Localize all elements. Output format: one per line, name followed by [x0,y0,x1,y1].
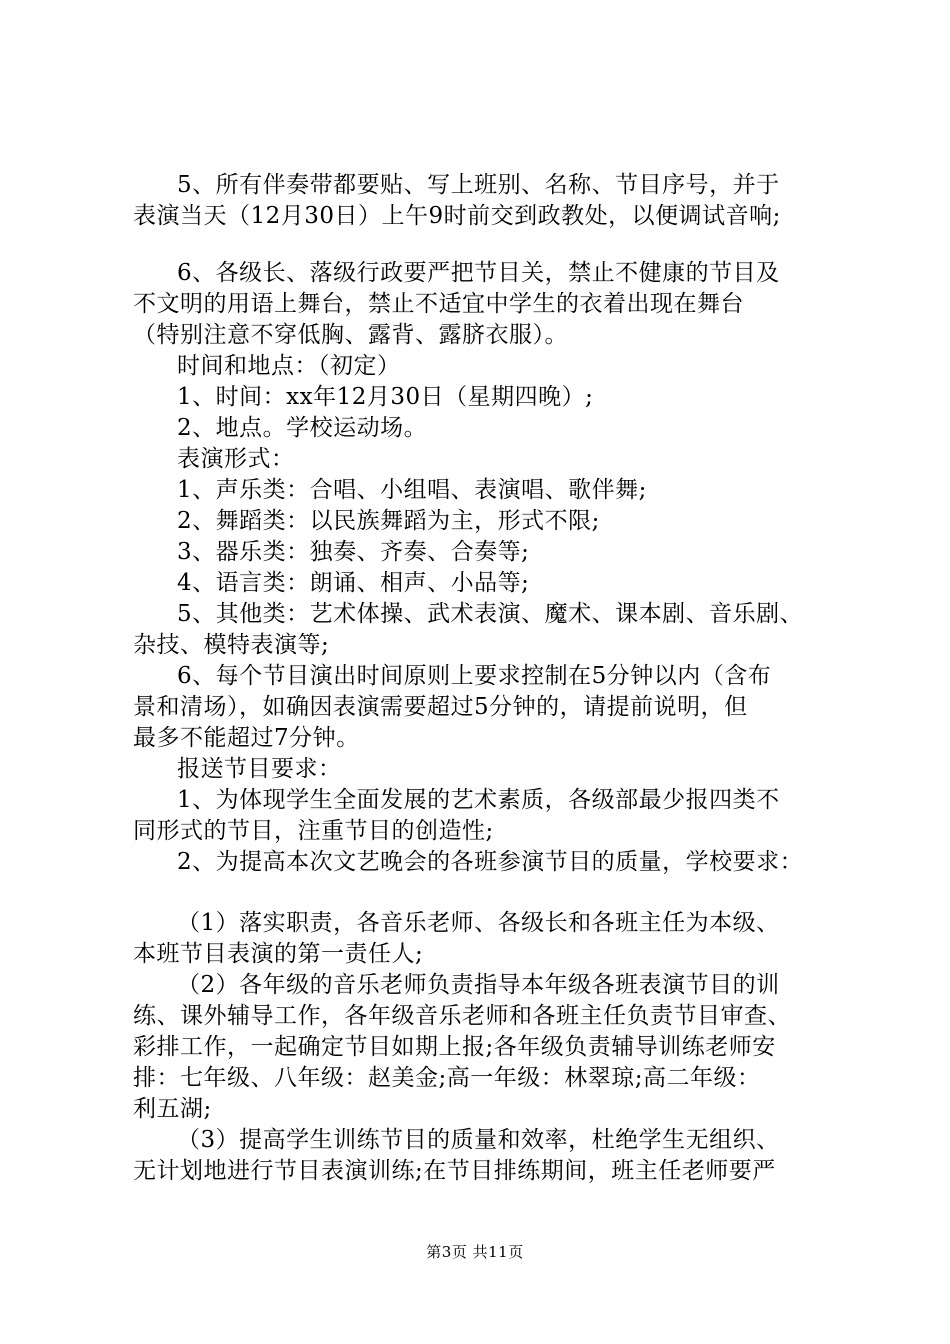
paragraph-line: 1、声乐类：合唱、小组唱、表演唱、歌伴舞; [177,477,647,503]
paragraph-line: 6、每个节目演出时间原则上要求控制在5分钟以内（含布 [177,663,772,689]
paragraph-line: 2、地点。学校运动场。 [177,415,428,441]
paragraph-line: 同形式的节目，注重节目的创造性; [133,818,494,844]
page-number-footer: 第3页 共11页 [426,1243,524,1261]
paragraph-line: （1）落实职责，各音乐老师、各级长和各班主任为本级、 [177,910,780,936]
paragraph-gap [133,232,853,258]
section-heading: 报送节目要求： [177,756,342,782]
section-heading: 时间和地点：（初定） [177,353,401,379]
paragraph-line: 最多不能超过7分钟。 [133,725,360,751]
paragraph-line: 2、为提高本次文艺晚会的各班参演节目的质量，学校要求： [177,849,804,875]
paragraph-line: 1、时间：xx年12月30日（星期四晚）; [177,384,594,410]
paragraph-line: 5、所有伴奏带都要贴、写上班别、名称、节目序号，并于 [177,172,780,198]
paragraph-line: 彩排工作，一起确定节目如期上报;各年级负责辅导训练老师安 [133,1034,776,1060]
paragraph-line: （特别注意不穿低胸、露背、露脐衣服）。 [133,322,568,348]
paragraph-line: 5、其他类：艺术体操、武术表演、魔术、课本剧、音乐剧、 [177,601,804,627]
paragraph-line: 本班节目表演的第一责任人; [133,941,424,967]
paragraph-line: 1、为体现学生全面发展的艺术素质，各级部最少报四类不 [177,787,780,813]
paragraph-line: 杂技、模特表演等; [133,632,330,658]
paragraph-line: 4、语言类：朗诵、相声、小品等; [177,570,530,596]
paragraph-line: （2）各年级的音乐老师负责指导本年级各班表演节目的训 [177,972,780,998]
paragraph-line: 2、舞蹈类：以民族舞蹈为主，形式不限; [177,508,600,534]
paragraph-line: 3、器乐类：独奏、齐奏、合奏等; [177,539,530,565]
paragraph-line: 景和清场），如确因表演需要超过5分钟的，请提前说明，但 [133,694,748,720]
section-heading: 表演形式： [177,446,295,472]
paragraph-line: 练、课外辅导工作，各年级音乐老师和各班主任负责节目审查、 [133,1003,791,1029]
paragraph-line: 不文明的用语上舞台，禁止不适宜中学生的衣着出现在舞台 [133,291,744,317]
paragraph-line: 无计划地进行节目表演训练;在节目排练期间，班主任老师要严 [133,1158,776,1184]
paragraph-line: 利五湖; [133,1096,212,1122]
document-body [133,170,853,1187]
paragraph-line: 排：七年级、八年级：赵美金;高一年级：林翠琼;高二年级： [133,1065,761,1091]
paragraph-line: （3）提高学生训练节目的质量和效率，杜绝学生无组织、 [177,1127,780,1153]
paragraph-line: 6、各级长、落级行政要严把节目关，禁止不健康的节目及 [177,260,780,286]
paragraph-line: 表演当天（12月30日）上午9时前交到政教处，以便调试音响; [133,203,781,229]
paragraph-gap [133,878,853,908]
